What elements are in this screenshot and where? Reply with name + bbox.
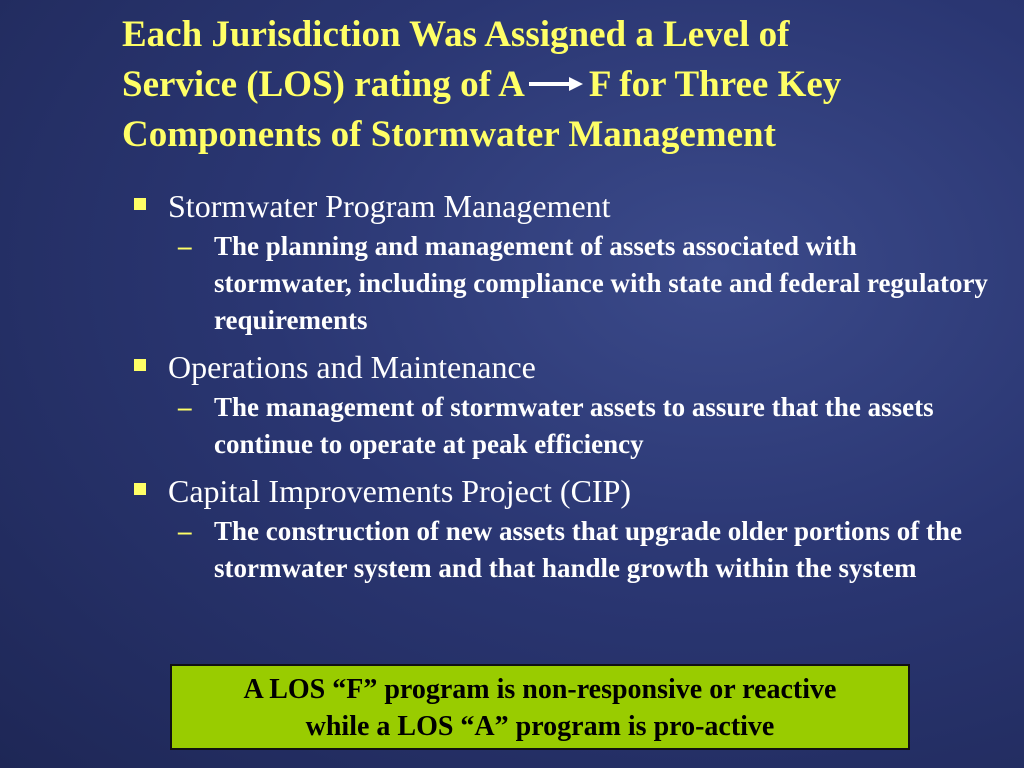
- bullet-item: [130, 345, 990, 389]
- sub-bullet-text: The construction of new assets that upgrade older portions of the stormwater system and that handle growth within the system: [214, 516, 962, 583]
- bullet-item: [130, 469, 990, 513]
- bullet-heading: Operations and Maintenance: [168, 349, 536, 385]
- bullet-heading: Capital Improvements Project (CIP): [168, 473, 632, 509]
- title-line-1: Each Jurisdiction Was Assigned a Level of: [122, 14, 790, 55]
- sub-bullet-item: [130, 513, 990, 587]
- callout-line-2: while a LOS “A” program is pro-active: [305, 711, 775, 742]
- square-bullet-icon: [134, 198, 146, 210]
- dash-marker: –: [178, 516, 192, 546]
- square-bullet-icon: [134, 359, 146, 371]
- right-arrow-icon: [527, 74, 585, 94]
- dash-marker: –: [178, 392, 192, 422]
- bullet-list: [130, 184, 990, 587]
- title-line-2-end: F for Three Key: [588, 64, 842, 105]
- title-line-3: Components of Stormwater Management: [122, 114, 776, 155]
- callout-box: [170, 664, 910, 750]
- dash-marker: –: [178, 231, 192, 261]
- bullet-item: [130, 184, 990, 228]
- title-line-2-start: Service (LOS) rating of A: [122, 64, 525, 105]
- sub-bullet-item: [130, 389, 990, 463]
- sub-bullet-text: The management of stormwater assets to assure that the assets continue to operate at peak efficiency: [214, 392, 934, 459]
- square-bullet-icon: [134, 483, 146, 495]
- slide-title: [122, 10, 1002, 160]
- callout-line-1: A LOS “F” program is non-responsive or reactive: [243, 674, 837, 705]
- bullet-heading: Stormwater Program Management: [168, 188, 611, 224]
- sub-bullet-text: The planning and management of assets associated with stormwater, including compliance with state and federal regulatory requirements: [214, 231, 988, 335]
- sub-bullet-item: [130, 228, 990, 339]
